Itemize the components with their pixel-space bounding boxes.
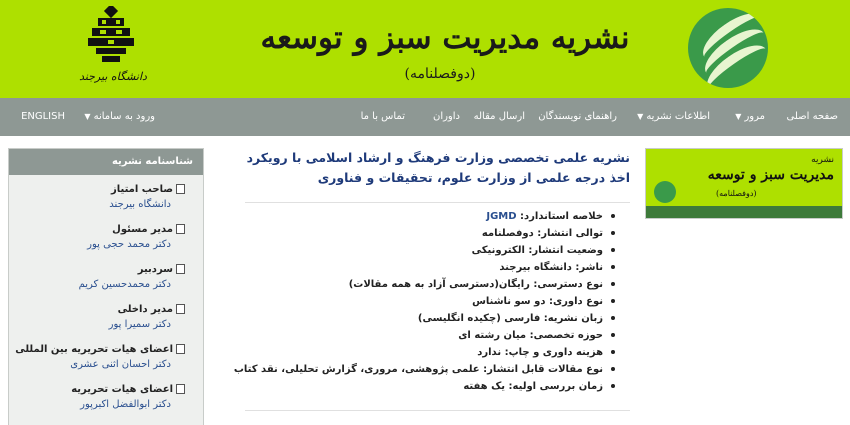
info-label: زمان بررسی اولیه: — [505, 381, 603, 392]
info-value: دانشگاه بیرجند — [499, 262, 572, 273]
bullet-icon — [611, 299, 615, 303]
nav-browse[interactable] — [735, 98, 765, 136]
profile-value[interactable]: دکتر سمیرا پور — [108, 319, 171, 330]
info-label: زبان نشریه: — [540, 313, 603, 324]
info-label: نوع مقالات قابل انتشار: — [479, 364, 603, 375]
bullet-icon — [611, 265, 615, 269]
profile-value[interactable]: دکتر محمد حجی پور — [87, 239, 171, 250]
info-label: نوع داوری: — [545, 296, 603, 307]
list-item — [225, 208, 615, 225]
info-label: ناشر: — [571, 262, 603, 273]
profile-managing-director — [15, 223, 185, 253]
info-value: فارسی (چکیده انگلیسی) — [417, 313, 541, 324]
nav-label: ENGLISH — [21, 111, 65, 122]
journal-logo-icon[interactable] — [688, 8, 768, 88]
list-item — [225, 378, 615, 395]
divider — [245, 202, 630, 203]
info-value: دو سو ناشناس — [472, 296, 546, 307]
caret-down-icon: ▼ — [84, 112, 91, 121]
info-label: نوع دسترسی: — [529, 279, 603, 290]
cover-subtitle: (دوفصلنامه) — [716, 189, 757, 198]
profile-label: اعضای هیات تحریریه — [71, 384, 173, 395]
profile-label: مدیر داخلی — [117, 304, 173, 315]
university-name: دانشگاه بیرجند — [79, 70, 147, 83]
profile-label: اعضای هیات تحریریه بین المللی — [15, 344, 173, 355]
caret-down-icon: ▼ — [735, 112, 742, 121]
list-item — [225, 310, 615, 327]
cover-title: مدیریت سبز و توسعه — [707, 167, 834, 183]
document-icon — [176, 184, 185, 194]
nav-login[interactable] — [84, 98, 155, 136]
nav-label: ارسال مقاله — [473, 111, 525, 122]
bullet-icon — [611, 214, 615, 218]
profile-editorial-board — [15, 383, 185, 413]
nav-english[interactable] — [21, 98, 65, 136]
sidebar-body — [9, 175, 203, 425]
info-label: هزینه داوری و چاپ: — [501, 347, 603, 358]
list-item — [225, 327, 615, 344]
info-value: علمی پژوهشی، مروری، گزارش تحلیلی، نقد کتاب — [233, 364, 480, 375]
bullet-icon — [611, 282, 615, 286]
journal-cover-image[interactable] — [645, 148, 843, 219]
nav-label: مرور — [744, 111, 765, 122]
info-label: حوزه تخصصی: — [526, 330, 603, 341]
profile-editor-in-chief — [15, 263, 185, 293]
cover-footer-strip — [646, 206, 843, 219]
info-value: رایگان(دسترسی آزاد به همه مقالات) — [348, 279, 530, 290]
profile-international-board — [15, 343, 185, 373]
info-value: دوفصلنامه — [481, 228, 534, 239]
main-content — [225, 148, 630, 425]
university-logo-icon[interactable] — [82, 6, 140, 64]
profile-owner — [15, 183, 185, 213]
main-navbar — [0, 98, 850, 136]
info-value: میان رشته ای — [458, 330, 527, 341]
list-item — [225, 361, 615, 378]
info-value: ندارد — [477, 347, 502, 358]
site-subtitle: (دوفصلنامه) — [404, 66, 476, 82]
cover-top-text: نشریه — [811, 155, 834, 165]
nav-contact[interactable] — [361, 98, 405, 136]
site-title: نشریه مدیریت سبز و توسعه — [260, 20, 630, 56]
profile-value[interactable]: دانشگاه بیرجند — [109, 199, 171, 210]
nav-reviewers[interactable] — [433, 98, 460, 136]
document-icon — [176, 264, 185, 274]
document-icon — [176, 224, 185, 234]
profile-value[interactable]: دکتر محمدحسین کریم — [78, 279, 171, 290]
sidebar-heading: شناسنامه نشریه — [9, 149, 203, 175]
journal-profile-sidebar — [8, 148, 204, 425]
bullet-icon — [611, 367, 615, 371]
bullet-icon — [611, 316, 615, 320]
nav-journal-info[interactable] — [637, 98, 710, 136]
profile-internal-manager — [15, 303, 185, 333]
list-item — [225, 259, 615, 276]
bullet-icon — [611, 350, 615, 354]
nav-label: داوران — [432, 111, 460, 122]
nav-submit-article[interactable] — [474, 98, 525, 136]
journal-info-list — [225, 208, 615, 395]
list-item — [225, 225, 615, 242]
list-item — [225, 242, 615, 259]
document-icon — [176, 384, 185, 394]
nav-label: ورود به سامانه — [93, 111, 155, 122]
nav-home[interactable] — [787, 98, 838, 136]
nav-label: تماس با ما — [360, 111, 405, 122]
info-value-link[interactable]: JGMD — [486, 211, 517, 222]
info-value: یک هفته — [463, 381, 506, 392]
document-icon — [176, 344, 185, 354]
nav-author-guide[interactable] — [538, 98, 617, 136]
caret-down-icon: ▼ — [637, 112, 644, 121]
info-label: توالی انتشار: — [533, 228, 603, 239]
nav-label: راهنمای نویسندگان — [538, 111, 617, 122]
bullet-icon — [611, 231, 615, 235]
list-item — [225, 276, 615, 293]
profile-label: مدیر مسئول — [112, 224, 173, 235]
bullet-icon — [611, 248, 615, 252]
site-header — [0, 0, 850, 98]
profile-label: صاحب امتیاز — [111, 184, 173, 195]
nav-label: صفحه اصلی — [786, 111, 838, 122]
info-label: خلاصه استاندارد: — [516, 211, 603, 222]
document-icon — [176, 304, 185, 314]
profile-value[interactable]: دکتر احسان اثنی عشری — [70, 359, 171, 370]
info-value: الکترونیکی — [471, 245, 525, 256]
cover-logo-icon — [654, 181, 676, 203]
list-item — [225, 293, 615, 310]
bullet-icon — [611, 333, 615, 337]
profile-label: سردبیر — [137, 264, 173, 275]
nav-label: اطلاعات نشریه — [646, 111, 710, 122]
info-label: وضعیت انتشار: — [524, 245, 603, 256]
bullet-icon — [611, 384, 615, 388]
profile-value[interactable]: دکتر ابوالفضل اکبرپور — [80, 399, 171, 410]
list-item — [225, 344, 615, 361]
divider — [245, 410, 630, 411]
journal-description-title: نشریه علمی تخصصی وزارت فرهنگ و ارشاد اسلامی با رویکرد اخذ درجه علمی از وزارت علوم، تحقیقات و فناوری — [246, 150, 630, 185]
